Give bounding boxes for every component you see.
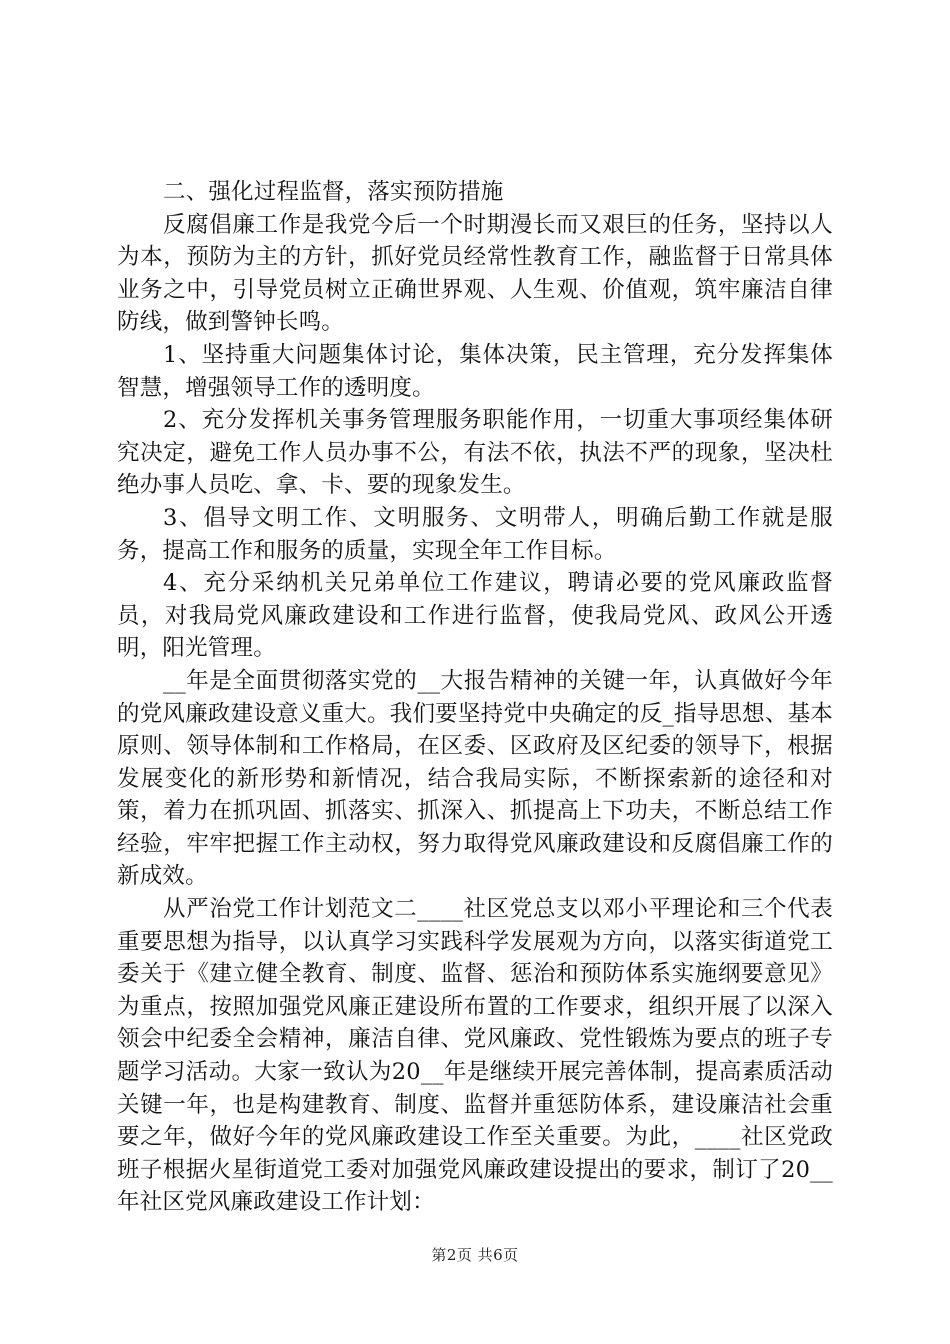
- list-item: 4、充分采纳机关兄弟单位工作建议，聘请必要的党风廉政监督员，对我局党风廉政建设和工作进行监督，使我局党风、政风公开透明，阳光管理。: [117, 570, 833, 662]
- document-body: [117, 176, 833, 1219]
- paragraph: __年是全面贯彻落实党的__大报告精神的关键一年，认真做好今年的党风廉政建设意义重大。我们要坚持党中央确定的反_指导思想、基本原则、领导体制和工作格局，在区委、区政府及区纪委的领导下，根据发展变化的新形势和新情况，结合我局实际，不断探索新的途径和对策，着力在抓巩固、抓落实、抓深入、抓提高上下功夫，不断总结工作经验，牢牢把握工作主动权，努力取得党风廉政建设和反腐倡廉工作的新成效。: [117, 667, 833, 890]
- list-item: 1、坚持重大问题集体讨论，集体决策，民主管理，充分发挥集体智慧，增强领导工作的透明度。: [117, 341, 833, 401]
- paragraph: 从严治党工作计划范文二____社区党总支以邓小平理论和三个代表重要思想为指导，以认真学习实践科学发展观为方向，以落实街道党工委关于《建立健全教育、制度、监督、惩治和预防体系实施纲要意见》为重点，按照加强党风廉正建设所布置的工作要求，组织开展了以深入领会中纪委全会精神，廉洁自律、党风廉政、党性锻炼为要点的班子专题学习活动。大家一致认为20__年是继续开展完善体制，提高素质活动关键一年，也是构建教育、制度、监督并重惩防体系，建设廉洁社会重要之年，做好今年的党风廉政建设工作至关重要。为此，____社区党政班子根据火星街道党工委对加强党风廉政建设提出的要求，制订了20__年社区党风廉政建设工作计划：: [117, 896, 833, 1216]
- list-item: 2、充分发挥机关事务管理服务职能作用，一切重大事项经集体研究决定，避免工作人员办事不公，有法不依，执法不严的现象，坚决杜绝办事人员吃、拿、卡、要的现象发生。: [117, 407, 833, 499]
- list-item: 3、倡导文明工作、文明服务、文明带人，明确后勤工作就是服务，提高工作和服务的质量，实现全年工作目标。: [117, 504, 833, 564]
- section-heading: 二、强化过程监督，落实预防措施: [163, 179, 504, 205]
- page-number: 第2页 共6页: [431, 1246, 519, 1264]
- paragraph: 反腐倡廉工作是我党今后一个时期漫长而又艰巨的任务，坚持以人为本，预防为主的方针，抓好党员经常性教育工作，融监督于日常具体业务之中，引导党员树立正确世界观、人生观、价值观，筑牢廉洁自律防线，做到警钟长鸣。: [117, 211, 833, 336]
